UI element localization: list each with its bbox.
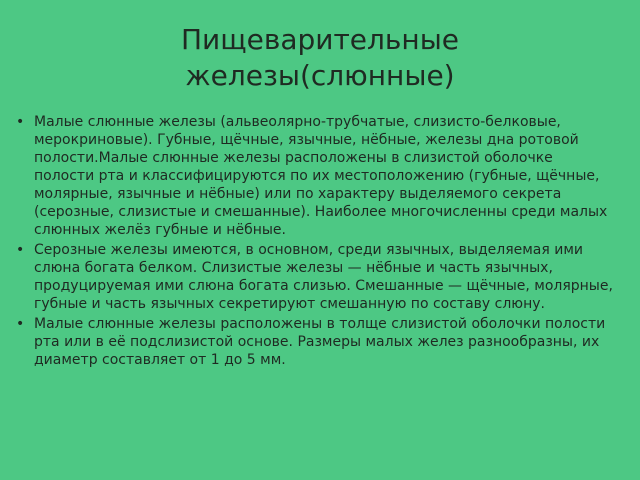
bullet-text: Малые слюнные железы расположены в толще слизистой оболочки полости рта или в её подслизистой основе. Размеры малых желез разнообразны, их диаметр составляет от 1 до 5 мм. [34, 316, 606, 368]
bullet-item [14, 113, 614, 239]
bullet-marker: • [16, 242, 25, 258]
slide-title-line-1: Пищеварительные [180, 23, 460, 56]
slide-title-line-2: железы(слюнные) [185, 59, 455, 92]
bullet-text: Малые слюнные железы (альвеолярно-трубчатые, слизисто-белковые, мерокриновые). Губные, щёчные, язычные, нёбные, железы дна ротовой полости.Малые слюнные железы расположены в слизистой оболочке полости рта и классифицируются по их местоположению (губные, щёчные, молярные, язычные и нёбные) или по характеру выделяемого секрета (серозные, слизистые и смешанные). Наиболее многочисленны среди малых слюнных желёз губные и нёбные. [34, 114, 608, 238]
bullet-text: Серозные железы имеются, в основном, среди язычных, выделяемая ими слюна богата белком. Слизистые железы — нёбные и часть язычных, продуцируемая ими слюна богата слизью. Смешанные — щёчные, молярные, губные и часть язычных секретируют смешанную по составу слюну. [34, 242, 613, 312]
bullet-list [14, 113, 614, 371]
bullet-marker: • [16, 316, 25, 332]
bullet-marker: • [16, 114, 25, 130]
bullet-item [14, 241, 614, 313]
bullet-item [14, 315, 614, 369]
slide-title [0, 22, 640, 94]
